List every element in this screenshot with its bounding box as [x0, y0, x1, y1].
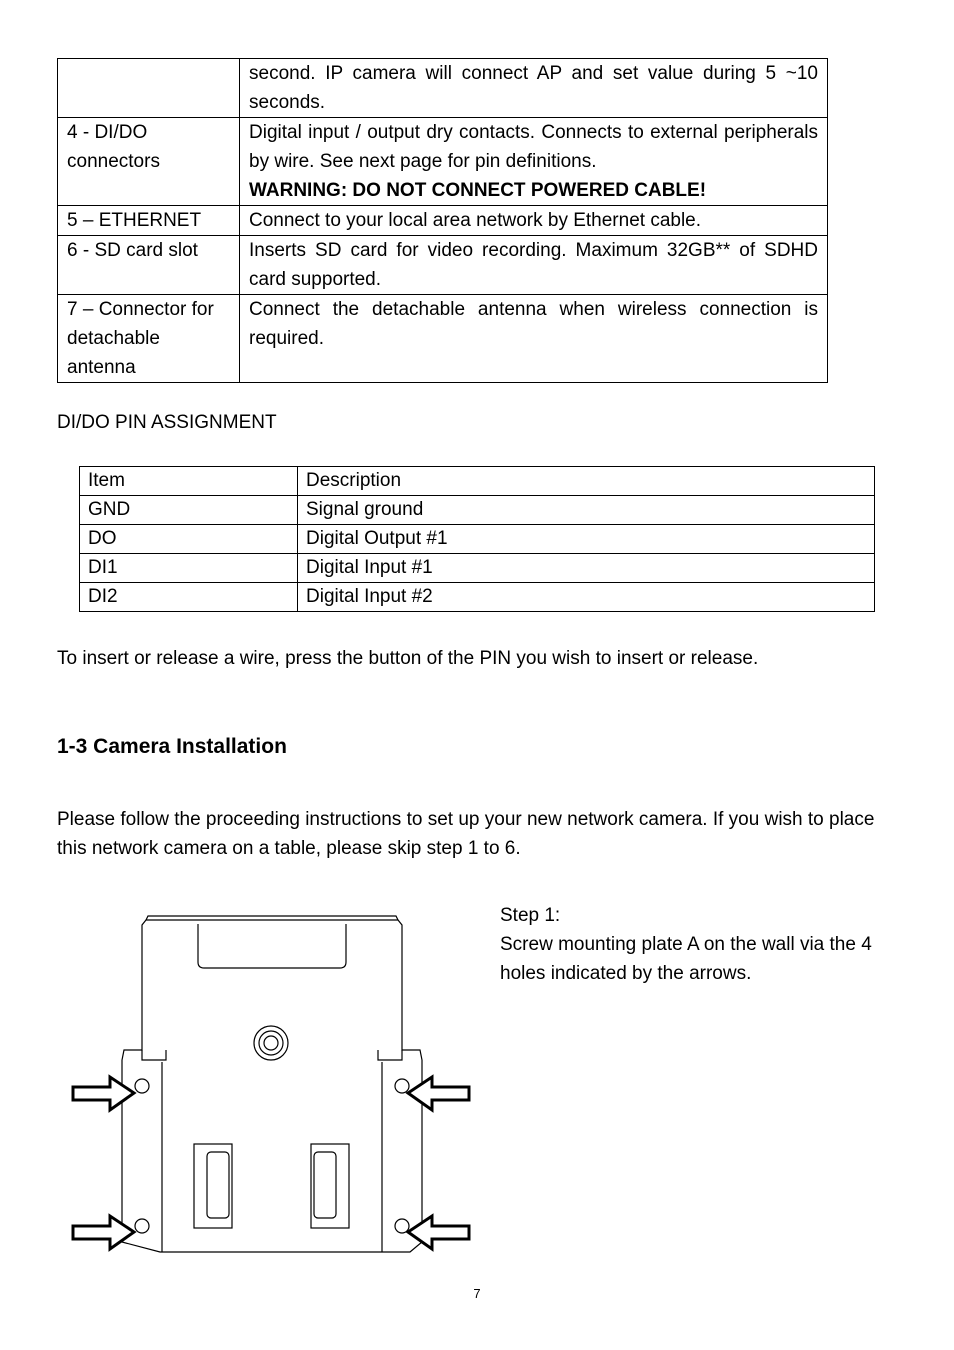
table-row — [80, 496, 875, 525]
mounting-hole — [395, 1219, 409, 1233]
table-row — [58, 206, 828, 236]
description-cell: Connect to your local area network by Ethernet cable. — [240, 206, 828, 236]
column-header: Description — [298, 467, 875, 496]
warning-text: WARNING: DO NOT CONNECT POWERED CABLE! — [249, 180, 707, 201]
pin-assignment-table — [79, 466, 875, 612]
mounting-hole — [135, 1219, 149, 1233]
pin-cell: GND — [80, 496, 298, 525]
mounting-plate-outline — [122, 920, 422, 1252]
description-cell: Connect the detachable antenna when wireless connection is required. — [240, 295, 828, 383]
mounting-plate-figure — [66, 912, 476, 1257]
column-header: Item — [80, 467, 298, 496]
description-cell: Inserts SD card for video recording. Maximum 32GB** of SDHD card supported. — [240, 236, 828, 295]
step-text: Screw mounting plate A on the wall via the 4 holes indicated by the arrows. — [500, 934, 872, 984]
arrow-right-icon — [73, 1077, 134, 1110]
table-header-row — [80, 467, 875, 496]
connector-table — [57, 58, 828, 383]
table-row — [58, 295, 828, 383]
arrow-right-icon — [73, 1216, 134, 1249]
section-heading: 1-3 Camera Installation — [57, 735, 287, 758]
table-row — [58, 118, 828, 206]
item-cell: 4 - DI/DO connectors — [58, 118, 240, 206]
pin-cell: DO — [80, 525, 298, 554]
table-row — [80, 583, 875, 612]
pin-description-cell: Signal ground — [298, 496, 875, 525]
item-cell: 6 - SD card slot — [58, 236, 240, 295]
step-1-block — [500, 901, 920, 988]
table-row — [80, 554, 875, 583]
pin-description-cell: Digital Input #2 — [298, 583, 875, 612]
item-cell: 5 – ETHERNET — [58, 206, 240, 236]
arrow-left-icon — [408, 1216, 469, 1249]
mounting-hole — [135, 1079, 149, 1093]
description-cell: Digital input / output dry contacts. Connects to external peripherals by wire. See next page for pin definitions. WARNING: DO NOT CONNECT POWERED CABLE! — [240, 118, 828, 206]
pin-description-cell: Digital Input #1 — [298, 554, 875, 583]
pin-assignment-heading: DI/DO PIN ASSIGNMENT — [57, 412, 277, 433]
wire-note: To insert or release a wire, press the button of the PIN you wish to insert or release. — [57, 648, 759, 669]
pin-cell: DI1 — [80, 554, 298, 583]
table-row — [58, 59, 828, 118]
description-cell: second. IP camera will connect AP and set value during 5 ~10 seconds. — [240, 59, 828, 118]
arrow-left-icon — [408, 1077, 469, 1110]
pin-cell: DI2 — [80, 583, 298, 612]
mounting-hole — [395, 1079, 409, 1093]
center-screw-icon — [254, 1026, 288, 1060]
intro-paragraph: Please follow the proceeding instructions to set up your new network camera. If you wish to place this network camera on a table, please skip step 1 to 6. — [57, 809, 875, 859]
pin-description-cell: Digital Output #1 — [298, 525, 875, 554]
item-cell — [58, 59, 240, 118]
step-title: Step 1: — [500, 905, 561, 926]
table-row — [80, 525, 875, 554]
table-row — [58, 236, 828, 295]
page-number: 7 — [473, 1286, 481, 1301]
item-cell: 7 – Connector for detachable antenna — [58, 295, 240, 383]
